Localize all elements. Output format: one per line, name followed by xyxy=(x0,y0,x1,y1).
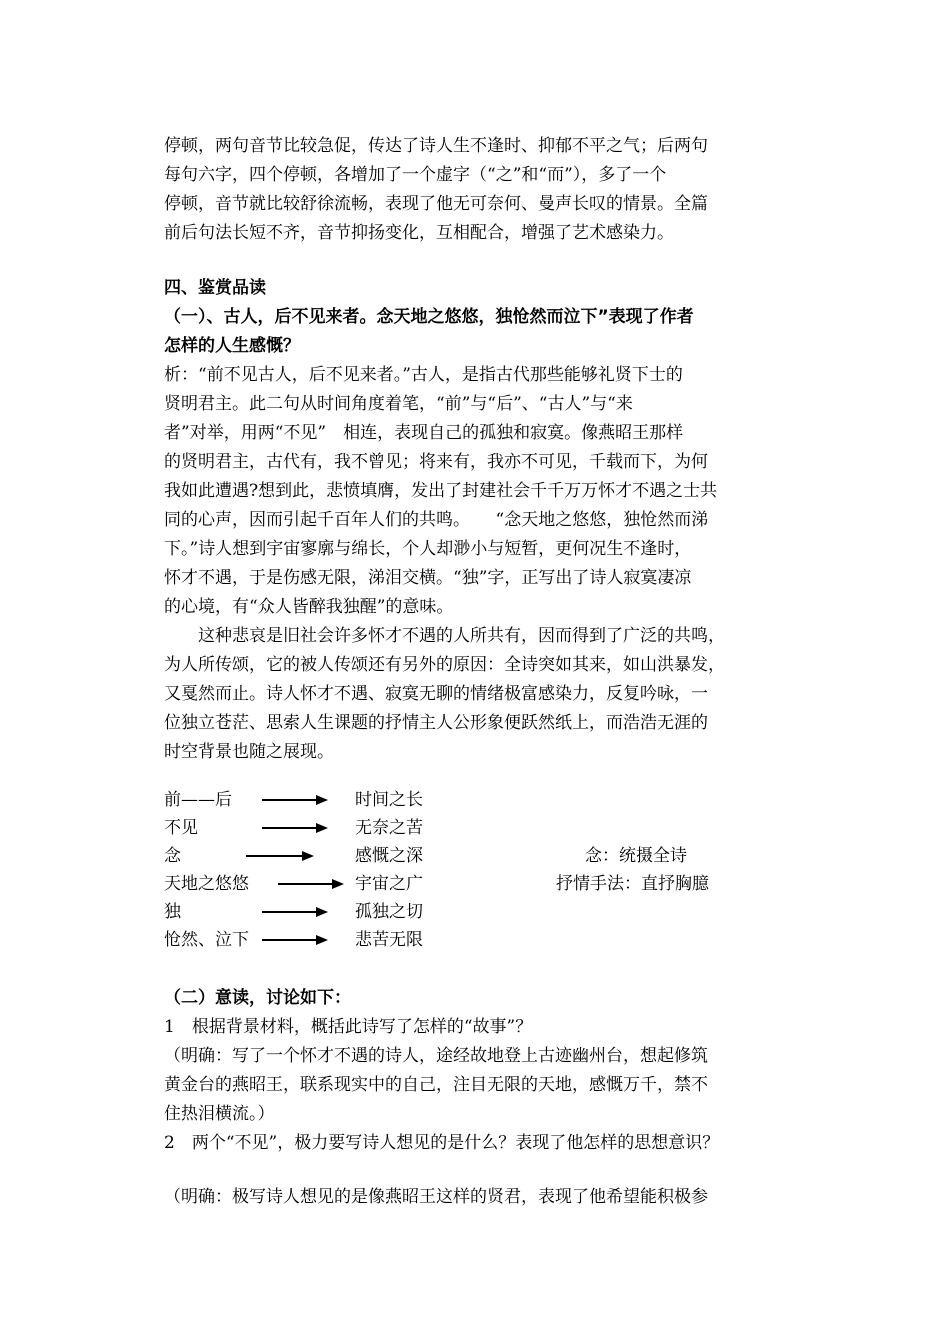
diagram-left-term: 怆然、泣下 xyxy=(164,930,249,950)
diagram-right-term: 无奈之苦 xyxy=(355,818,423,838)
section-heading: 四、鉴赏品读 xyxy=(164,278,266,298)
list-item: 2 两个“不见”，极力要写诗人想见的是什么？表现了他怎样的思想意识？ xyxy=(164,1133,720,1153)
text-line: 每句六字，四个停顿，各增加了一个虚字（“之”和“而”），多了一个 xyxy=(164,165,667,185)
text-line: 为人所传颂，它的被人传颂还有另外的原因：全诗突如其来，如山洪暴发， xyxy=(164,655,725,675)
text-line: 怀才不遇，于是伤感无限，涕泪交横。“独”字，正写出了诗人寂寞凄凉 xyxy=(164,568,692,588)
text-line: 的贤明君主，古代有，我不曾见；将来有，我亦不可见，千载而下，为何 xyxy=(164,452,708,472)
diagram-left-term: 念 xyxy=(164,846,181,866)
question-line: （一）、古人，后不见来者。念天地之悠悠，独怆然而泣下”表现了作者 xyxy=(164,307,694,327)
text-line: 又戛然而止。诗人怀才不遇、寂寞无聊的情绪极富感染力，反复吟咏，一 xyxy=(164,684,708,704)
text-line: 这种悲哀是旧社会许多怀才不遇的人所共有，因而得到了广泛的共鸣， xyxy=(164,626,725,646)
text-line: 的心境，有“众人皆醉我独醒”的意味。 xyxy=(164,597,454,617)
text-line: 停顿，两句音节比较急促，传达了诗人生不逢时、抑郁不平之气；后两句 xyxy=(164,136,708,156)
arrow-icon xyxy=(246,851,314,861)
diagram-right-term: 悲苦无限 xyxy=(355,930,423,950)
text-line: 住热泪横流。） xyxy=(164,1104,275,1124)
arrow-icon xyxy=(262,907,328,917)
text-line: 我如此遭遇?想到此，悲愤填膺，发出了封建社会千千万万怀才不遇之士共 xyxy=(164,481,718,501)
arrow-icon xyxy=(262,935,328,945)
diagram-right-term: 孤独之切 xyxy=(355,902,423,922)
text-line: （明确：写了一个怀才不遇的诗人，途经故地登上古迹幽州台，想起修筑 xyxy=(164,1046,708,1066)
text-line: 停顿，音节就比较舒徐流畅，表现了他无可奈何、曼声长叹的情景。全篇 xyxy=(164,194,708,214)
diagram-right-term: 宇宙之广 xyxy=(355,874,423,894)
arrow-icon xyxy=(262,823,328,833)
text-line: 同的心声，因而引起千百年人们的共鸣。 “念天地之悠悠，独怆然而涕 xyxy=(164,510,709,530)
diagram-note: 念：统摄全诗 xyxy=(585,846,687,866)
list-item: 1 根据背景材料，概括此诗写了怎样的“故事”？ xyxy=(164,1017,533,1037)
text-line: 黄金台的燕昭王，联系现实中的自己，注目无限的天地，感慨万千，禁不 xyxy=(164,1075,708,1095)
diagram-right-term: 感慨之深 xyxy=(355,846,423,866)
text-line: 下。”诗人想到宇宙寥廓与绵长，个人却渺小与短暂，更何况生不逢时， xyxy=(164,539,692,559)
text-line: 时空背景也随之展现。 xyxy=(164,742,334,762)
text-line: 析：“前不见古人，后不见来者。”古人，是指古代那些能够礼贤下士的 xyxy=(164,365,683,385)
diagram-left-term: 独 xyxy=(164,902,181,922)
diagram-left-term: 前——后 xyxy=(164,790,232,810)
text-line: 位独立苍茫、思索人生课题的抒情主人公形象便跃然纸上，而浩浩无涯的 xyxy=(164,713,708,733)
arrow-icon xyxy=(262,795,328,805)
text-line: （明确：极写诗人想见的是像燕昭王这样的贤君，表现了他希望能积极参 xyxy=(164,1187,708,1207)
question-line: 怎样的人生感慨？ xyxy=(164,336,300,356)
diagram-right-term: 时间之长 xyxy=(355,790,423,810)
text-line: 贤明君主。此二句从时间角度着笔，“前”与“后”、“古人”与“来 xyxy=(164,394,633,414)
arrow-icon xyxy=(278,879,344,889)
diagram-note: 抒情手法：直抒胸臆 xyxy=(556,874,709,894)
diagram-left-term: 天地之悠悠 xyxy=(164,874,249,894)
text-line: 者”对举，用两“不见” 相连，表现自己的孤独和寂寞。像燕昭王那样 xyxy=(164,423,684,443)
text-line: 前后句法长短不齐，音节抑扬变化，互相配合，增强了艺术感染力。 xyxy=(164,223,674,243)
diagram-left-term: 不见 xyxy=(164,818,198,838)
section-heading: （二）意读，讨论如下： xyxy=(164,988,351,1008)
